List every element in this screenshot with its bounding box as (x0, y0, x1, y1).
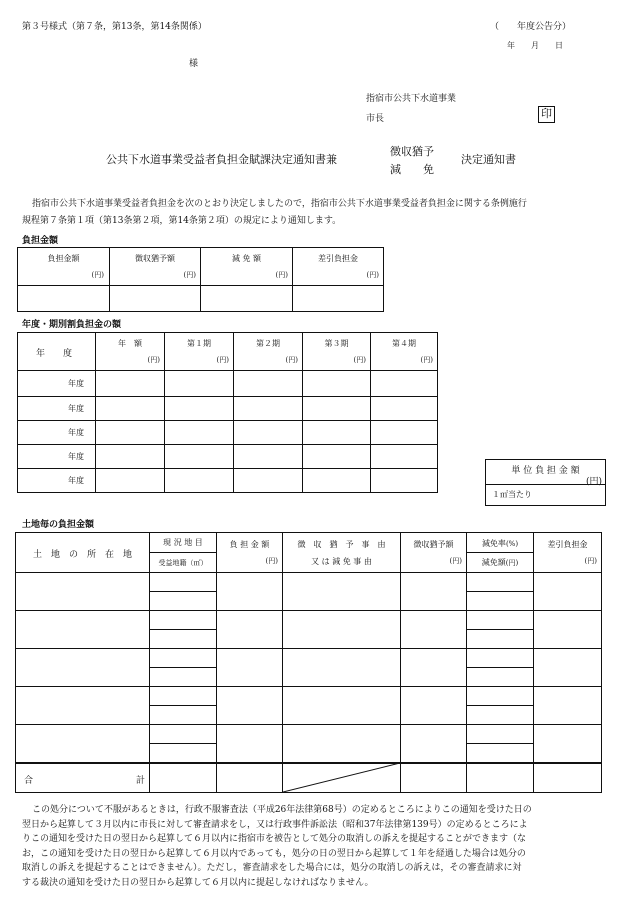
installment-row-year: 年度 (68, 428, 84, 437)
land-total-label-right: 計 (136, 776, 146, 786)
appeal-notice-line: 翌日から起算して３月以内に市長に対して審査請求をし，又は行政事件訴訟法（昭和37年法律第139号）の定めるところによ (22, 819, 528, 830)
land-col-rate-label: 減免率 (481, 539, 506, 548)
installment-section-heading: 年度・期別割負担金の額 (22, 320, 122, 330)
unit-burden-title: 単 位 負 担 金 額 (511, 466, 580, 476)
installment-year-header: 年 度 (36, 349, 73, 359)
land-col-deferral-unit: (円) (449, 557, 462, 565)
installment-table (17, 332, 438, 493)
land-burden-table (15, 532, 602, 793)
land-total-label-left: 合 (24, 776, 34, 786)
land-col-exemption (467, 557, 533, 568)
form-number: 第３号様式（第７条，第13条，第14条関係） (22, 22, 207, 32)
burden-col-amount: 負担金額 (47, 254, 80, 263)
installment-col-annual: 年 額 (118, 339, 142, 348)
issuer-title: 市長 (366, 114, 385, 124)
land-col-exemption-label: 減免額 (481, 558, 506, 567)
land-col-amount-unit: (円) (265, 557, 278, 565)
land-col-land-type: 現 況 地 目 (163, 538, 203, 547)
issue-date: 年 月 日 (507, 41, 563, 50)
land-col-net: 差引負担金 (547, 540, 588, 549)
notice-title-option-exemption: 減 免 (390, 163, 434, 176)
issuer-organization: 指宿市公共下水道事業 (366, 94, 457, 104)
burden-col-deferral: 徴収猶予額 (135, 254, 175, 263)
burden-col-net-unit: (円) (366, 271, 379, 279)
appeal-notice-line: 取消しの訴えを提起することはできません）。ただし，審査請求をした場合には，処分の取消しの訴えは，その審査請求に対 (22, 863, 522, 873)
land-col-amount: 負 担 金 額 (229, 540, 270, 549)
installment-col-annual-unit: (円) (147, 356, 160, 364)
installment-col-period-3: 第３期 (324, 339, 349, 348)
land-col-reason-line-2: 又 は 減 免 事 由 (311, 557, 372, 566)
land-col-rate (467, 538, 533, 549)
land-col-reason-line-1: 徴 収 猶 予 事 由 (297, 540, 386, 549)
burden-col-net: 差引負担金 (318, 254, 358, 263)
installment-row-year: 年度 (68, 379, 84, 388)
seal-mark: 印 (538, 106, 555, 123)
burden-col-exemption-unit: (円) (275, 271, 288, 279)
installment-col-period-2: 第２期 (256, 339, 280, 348)
installment-col-period-1-unit: (円) (216, 356, 229, 364)
notice-title-suffix: 決定通知書 (461, 153, 516, 166)
land-section-heading: 土地毎の負担金額 (22, 520, 95, 530)
installment-col-period-3-unit: (円) (353, 356, 366, 364)
notice-title-option-deferral: 徴収猶予 (390, 145, 434, 158)
intro-line-2: 規程第７条第１項（第13条第２項，第14条第２項）の規定により通知します。 (22, 216, 342, 226)
installment-col-period-4: 第４期 (392, 339, 416, 348)
land-col-exemption-unit: (円) (505, 559, 519, 567)
installment-row-year: 年度 (68, 452, 84, 461)
intro-line-1: 指宿市公共下水道事業受益者負担金を次のとおり決定しましたので，指宿市公共下水道事業受益者負担金に関する条例施行 (32, 199, 527, 209)
appeal-notice-line: りこの通知を受けた日の翌日から起算して６月以内に指宿市を被告として処分の取消しの訴えを提起することができます（な (22, 834, 527, 844)
addressee-suffix: 様 (189, 59, 199, 69)
burden-col-exemption: 減 免 額 (231, 254, 262, 263)
appeal-notice-line: この処分について不服があるときは，行政不服審査法（平成26年法律第68号）の定めるところによりこの通知を受けた日の (32, 805, 532, 815)
total-reason-diagonal (283, 763, 400, 792)
appeal-notice-line: お，この通知を受けた日の翌日から起算して６月以内であっても，処分の日の翌日から起算して１年を経過した場合は処分の (22, 848, 526, 859)
installment-col-period-4-unit: (円) (420, 356, 433, 364)
installment-col-period-2-unit: (円) (285, 356, 298, 364)
burden-col-deferral-unit: (円) (183, 271, 196, 279)
installment-col-period-1: 第１期 (187, 339, 211, 348)
burden-section-heading: 負担金額 (22, 236, 59, 246)
land-col-land-area: 受益地籍（㎡） (158, 559, 208, 567)
appeal-notice (22, 803, 532, 890)
land-col-net-unit: (円) (584, 557, 597, 565)
land-col-location: 土 地 の 所 在 地 (32, 550, 132, 560)
appeal-notice-line: する裁決の通知を受けた日の翌日から起算して６月以内に提起しなければなりません。 (22, 877, 374, 888)
land-col-deferral: 徴収猶予額 (413, 540, 454, 549)
unit-burden-box (485, 459, 606, 506)
installment-row-year: 年度 (68, 404, 84, 413)
land-col-rate-unit: (%) (505, 540, 519, 548)
burden-col-amount-unit: (円) (91, 271, 104, 279)
unit-burden-per-area: １㎡当たり (492, 490, 532, 499)
installment-row-year: 年度 (68, 476, 84, 485)
notice-title-prefix: 公共下水道事業受益者負担金賦課決定通知書兼 (106, 153, 337, 166)
public-notice-year: （ 年度公告分） (490, 22, 572, 32)
unit-burden-unit: (円) (585, 477, 602, 487)
burden-amount-table (17, 247, 384, 312)
